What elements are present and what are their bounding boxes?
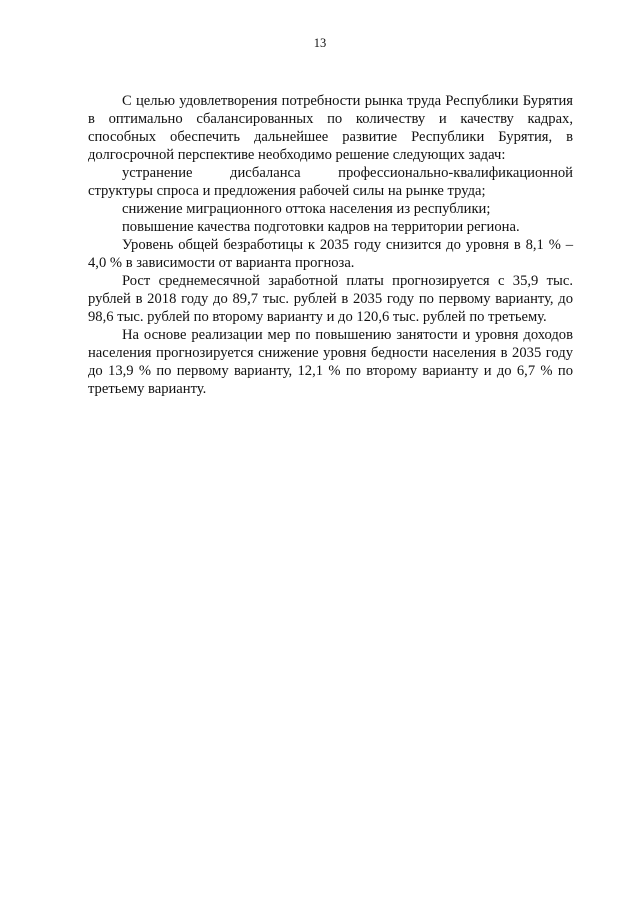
paragraph-task-migration: снижение миграционного оттока населения из республики; bbox=[122, 201, 491, 217]
paragraph-unemployment: Уровень общей безработицы к 2035 году снизится до уровня в 8,1 % – 4,0 % в зависимости от варианта прогноза. bbox=[88, 237, 573, 271]
document-body bbox=[88, 92, 573, 398]
paragraph-wages: Рост среднемесячной заработной платы прогнозируется с 35,9 тыс. рублей в 2018 году до 89,7 тыс. рублей в 2035 году по первому варианту, до 98,6 тыс. рублей по второму варианту и до 120,6 тыс. рублей по третьему. bbox=[88, 273, 573, 325]
paragraph-poverty: На основе реализации мер по повышению занятости и уровня доходов населения прогнозируется снижение уровня бедности населения в 2035 году до 13,9 % по первому варианту, 12,1 % по второму варианту и до 6,7 % по третьему варианту. bbox=[88, 327, 573, 397]
paragraph-intro: С целью удовлетворения потребности рынка труда Республики Бурятия в оптимально сбалансированных по количеству и качеству кадрах, способных обеспечить дальнейшее развитие Республики Бурятия, в долгосрочной перспективе необходимо решение следующих задач: bbox=[88, 93, 573, 163]
page-number: 13 bbox=[313, 36, 327, 50]
paragraph-task-imbalance: устранение дисбаланса профессионально-квалификационной структуры спроса и предложения рабочей силы на рынке труда; bbox=[88, 165, 573, 199]
paragraph-task-training: повышение качества подготовки кадров на территории региона. bbox=[122, 219, 520, 235]
